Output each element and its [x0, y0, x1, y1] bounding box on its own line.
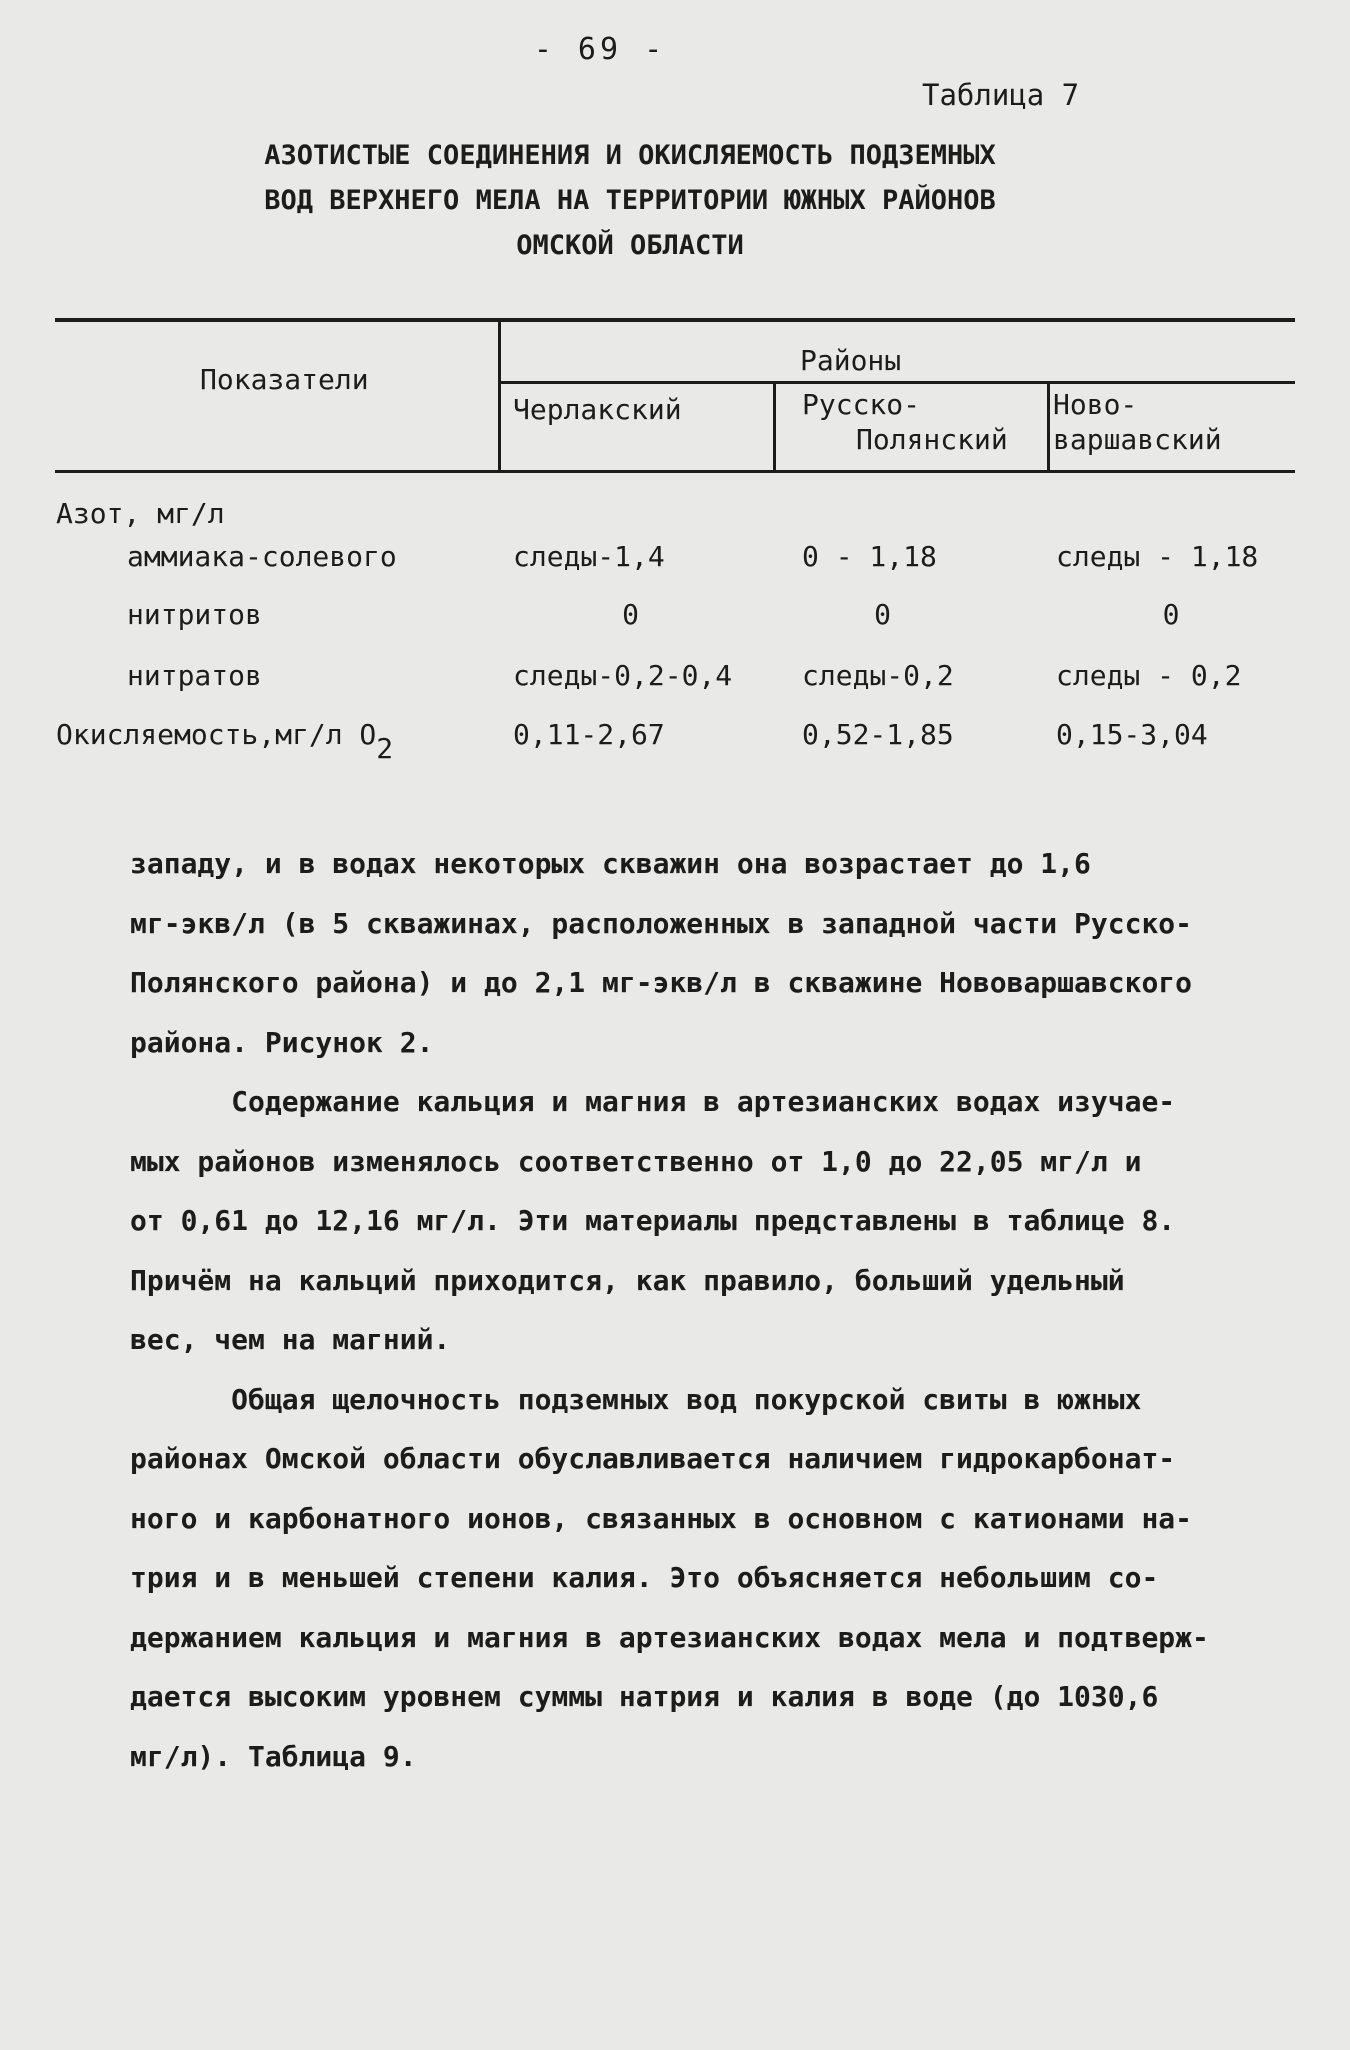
text-line: от 0,61 до 12,16 мг/л. Эти материалы представлены в таблице 8.	[130, 1204, 1176, 1237]
header-russko-polyansky	[802, 387, 1022, 457]
header-indicators: Показатели	[200, 363, 369, 396]
cell-ammonia-novo: следы - 1,18	[1056, 540, 1259, 573]
row-label-oxidizability	[56, 718, 394, 765]
row-label-nitrites: нитритов	[127, 598, 262, 631]
body-text	[130, 834, 1280, 1786]
header-line: Русско-	[802, 388, 921, 421]
title-line: ОМСКОЙ ОБЛАСТИ	[516, 230, 744, 261]
row-label-nitrogen: Азот, мг/л	[56, 497, 225, 530]
header-districts: Районы	[800, 344, 902, 377]
cell-nitrates-russko: следы-0,2	[802, 659, 954, 692]
cell-nitrates-cherlaksky: следы-0,2-0,4	[513, 659, 733, 692]
header-novovarshavsky	[1053, 387, 1293, 457]
table-header-rule	[500, 381, 1295, 384]
cell-ammonia-russko: 0 - 1,18	[802, 540, 937, 573]
cell-nitrites-cherlaksky: 0	[622, 598, 639, 631]
text-line: вес, чем на магний.	[130, 1323, 451, 1356]
table-column-divider	[773, 382, 776, 472]
cell-oxidizability-cherlaksky: 0,11-2,67	[513, 718, 665, 751]
table-column-divider	[1047, 382, 1050, 472]
table-title	[200, 133, 1060, 268]
header-cherlaksky: Черлакский	[513, 393, 682, 426]
text-line: Причём на кальций приходится, как правило, больший удельный	[130, 1263, 1125, 1297]
subscript-two: 2	[376, 732, 394, 765]
header-line: Ново-	[1053, 388, 1138, 421]
text-line: Содержание кальция и магния в артезианских водах изучае-	[130, 1085, 1176, 1118]
table-top-rule	[55, 318, 1295, 322]
text-line: дается высоким уровнем суммы натрия и калия в воде (до 1030,6	[130, 1680, 1159, 1713]
cell-oxidizability-novo: 0,15-3,04	[1056, 718, 1208, 751]
row-label-nitrates: нитратов	[127, 659, 262, 692]
text-line: Полянского района) и до 2,1 мг-экв/л в скважине Нововаршавского	[130, 966, 1193, 999]
title-line: ВОД ВЕРХНЕГО МЕЛА НА ТЕРРИТОРИИ ЮЖНЫХ РАЙОНОВ	[264, 185, 996, 216]
text-line: мг-экв/л (в 5 скважинах, расположенных в западной части Русско-	[130, 906, 1193, 940]
cell-oxidizability-russko: 0,52-1,85	[802, 718, 954, 751]
row-label-ammonia: аммиака-солевого	[127, 540, 397, 573]
header-line: Полянский	[856, 423, 1008, 456]
text-line: ного и карбонатного ионов, связанных в основном с катионами на-	[130, 1501, 1193, 1535]
page-number: - 69 -	[533, 32, 667, 67]
cell-nitrates-novo: следы - 0,2	[1056, 659, 1242, 692]
cell-nitrites-russko: 0	[874, 598, 891, 631]
text-line: района. Рисунок 2.	[130, 1025, 434, 1059]
table-header-bottom-rule	[55, 470, 1295, 473]
text-line: трия и в меньшей степени калия. Это объясняется небольшим со-	[130, 1561, 1159, 1594]
cell-ammonia-cherlaksky: следы-1,4	[513, 540, 665, 573]
text-line: мг/л). Таблица 9.	[130, 1739, 417, 1773]
text-line: районах Омской области обуславливается наличием гидрокарбонат-	[130, 1442, 1176, 1475]
text-line: мых районов изменялось соответственно от 1,0 до 22,05 мг/л и	[130, 1144, 1142, 1178]
text-line: держанием кальция и магния в артезианских водах мела и подтверж-	[130, 1620, 1209, 1654]
table-label: Таблица 7	[922, 78, 1080, 112]
header-line: варшавский	[1053, 423, 1222, 456]
title-line: АЗОТИСТЫЕ СОЕДИНЕНИЯ И ОКИСЛЯЕМОСТЬ ПОДЗЕМНЫХ	[264, 140, 996, 171]
table-column-divider	[498, 322, 501, 472]
text-line: западу, и в водах некоторых скважин она возрастает до 1,6	[130, 847, 1091, 880]
text-line: Общая щелочность подземных вод покурской свиты в южных	[130, 1382, 1142, 1416]
oxidizability-text: Окисляемость,мг/л O	[56, 718, 377, 751]
cell-nitrites-novo: 0	[1162, 598, 1180, 631]
